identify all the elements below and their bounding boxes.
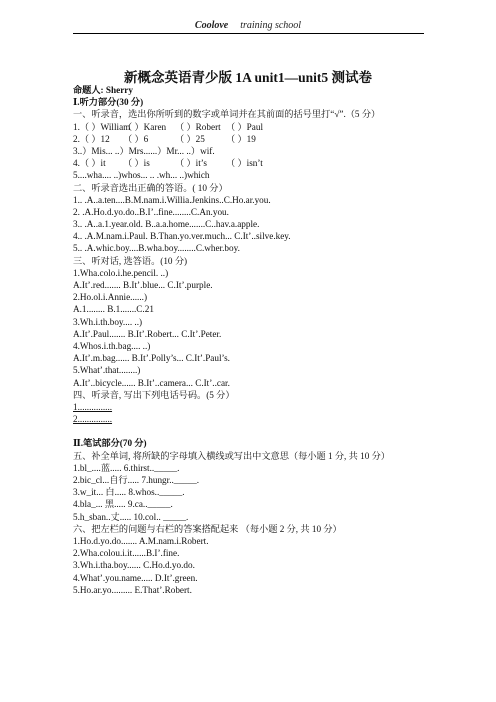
header-brand: Coolove xyxy=(194,20,229,31)
q5-item: 3.w_it... 白..... 8.whos.._____. xyxy=(73,487,185,498)
section-spacer xyxy=(73,425,433,437)
q1-option: （ ）Karen xyxy=(123,121,167,132)
q3-item: 1.Wha.colo.i.he.pencil. ..) xyxy=(73,267,169,278)
q1-option: 3..）Mis... ..）Mrs......）Mr... ..）wif. xyxy=(73,145,215,156)
q1-options xyxy=(73,121,433,182)
q1-row xyxy=(73,133,433,145)
q2-item: 1.. .A..a.ten....B.M.nam.i.Willia.Jenkins..C.Ho.ar.you. xyxy=(73,194,271,205)
q1-option: （ ）25 xyxy=(175,133,205,144)
header-subtitle: training school xyxy=(240,20,302,31)
q1-row xyxy=(73,169,433,181)
q3-item: A.It’..bicycle...... B.It’..camera... C.It’..car. xyxy=(73,377,230,388)
q3-list xyxy=(73,267,433,389)
q5-list xyxy=(73,462,433,523)
exam-title: 新概念英语青少版 1A unit1—unit5 测试卷 xyxy=(124,70,372,85)
q5-title: 五、补全单词, 将所缺的字母填入横线或写出中文意思（每小题 1 分, 共 10 分） xyxy=(73,450,390,461)
q1-option: （ ）isn’t xyxy=(226,158,263,169)
q1-row xyxy=(73,145,433,157)
q1-option: 5....wha.... ..)whos... .. .wh... ..)which xyxy=(73,170,210,181)
q4-item: 2............... xyxy=(73,414,113,425)
q1-option: （ ）Paul xyxy=(226,121,264,132)
q3-item: A.It’.m.bag...... B.It’.Polly’s... C.It’.Paul’s. xyxy=(73,353,230,364)
q3-item: 2.Ho.ol.i.Annie......) xyxy=(73,292,148,303)
exam-content xyxy=(73,84,433,596)
q1-row xyxy=(73,157,433,169)
q6-title: 六、把左栏的问题与右栏的答案搭配起来 （每小题 2 分, 共 10 分） xyxy=(73,523,342,534)
page-header xyxy=(0,20,496,31)
q3-item: 5.What’.that........) xyxy=(73,365,141,376)
q6-list xyxy=(73,535,433,596)
q1-option: 1.（ ）William xyxy=(73,121,131,132)
q6-item: 5.Ho.ar.yo......... E.That’.Robert. xyxy=(73,584,192,595)
header-divider xyxy=(73,33,424,34)
q1-option: （ ）19 xyxy=(226,133,256,144)
q1-option: （ ）6 xyxy=(123,133,149,144)
q2-title: 二、听录音选出正确的答语。( 10 分） xyxy=(73,182,228,193)
q4-list xyxy=(73,401,433,425)
q2-item: 5.. .A.whic.boy....B.wha.boy........C.wher.boy. xyxy=(73,243,240,254)
q1-option: （ ）it’s xyxy=(175,158,207,169)
q3-title: 三、听对话, 选答语。(10 分) xyxy=(73,255,188,266)
author-line: 命题人: Sherry xyxy=(73,85,133,95)
q5-item: 1.bl_....蓝..... 6.thirst.._____. xyxy=(73,462,180,473)
q1-option: （ ）is xyxy=(123,158,150,169)
q1-option: （ ）Robert xyxy=(175,121,221,132)
q6-item: 1.Ho.d.yo.do....... A.M.nam.i.Robert. xyxy=(73,535,209,546)
q5-item: 2.bic_cl...自行..... 7.hungr.._____. xyxy=(73,475,200,485)
q1-option: 4.（ ）it xyxy=(73,158,106,169)
q2-item: 2. .A.Ho.d.yo.do..B.I’..fine........C.An.you. xyxy=(73,206,229,217)
part1-heading: Ⅰ.听力部分(30 分) xyxy=(73,97,144,108)
q2-item: 4.. .A.M.nam.i.Paul. B.Than.yo.ver.much... C.It’..silve.key. xyxy=(73,231,291,242)
q1-title: 一、听录音，选出你所听到的数字或单词并在其前面的括号里打“√”.（5 分） xyxy=(73,109,381,120)
q2-item: 3.. .A..a.1.year.old. B..a.a.home.......C..hav.a.apple. xyxy=(73,219,260,230)
q6-item: 3.Wh.i.tha.boy...... C.Ho.d.yo.do. xyxy=(73,560,195,571)
q2-list xyxy=(73,194,433,255)
q3-item: A.It’.red....... B.It’.blue... C.It’.purple. xyxy=(73,280,213,290)
q5-item: 4.bla_... 黑..... 9.ca.._____. xyxy=(73,499,173,510)
q3-item: A.1........ B.1.......C.21 xyxy=(73,304,154,315)
q5-item: 5.h_sban..丈..... 10.col.. _____. xyxy=(73,511,189,522)
q3-item: A.It’.Paul....... B.It’.Robert... C.It’.Peter. xyxy=(73,328,222,339)
q1-row xyxy=(73,121,433,133)
q6-item: 2.Wha.colou.i.it......B.I’.fine. xyxy=(73,548,180,559)
q1-option: 2.（ ）12 xyxy=(73,133,110,144)
q4-item: 1............... xyxy=(73,401,113,412)
part2-heading: Ⅱ.笔试部分(70 分) xyxy=(73,438,147,449)
q6-item: 4.What’.you.name..... D.It’.green. xyxy=(73,572,198,583)
q3-item: 4.Whos.i.th.bag.... ..) xyxy=(73,340,151,351)
q3-item: 3.Wh.i.th.boy.... ..) xyxy=(73,316,143,327)
q4-title: 四、听录音, 写出下列电话号码。(5 分） xyxy=(73,389,235,400)
